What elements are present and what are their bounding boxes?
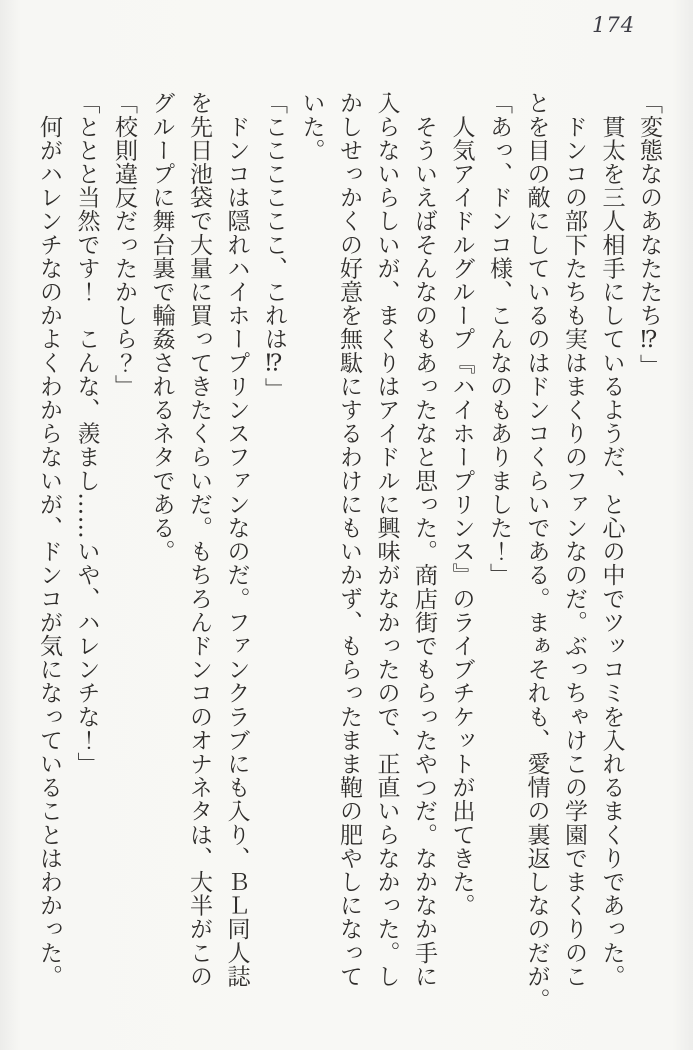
text-line: 何がハレンチなのかよくわからないが、ドンコが気になっていることはわかった。 [36, 91, 62, 988]
text-line: かしせっかくの好意を無駄にするわけにもいかず、もらったまま鞄の肥やしになって [336, 91, 362, 988]
page-number: 174 [592, 13, 636, 37]
text-line: 「あっ、ドンコ様、こんなのもありました！」 [486, 91, 512, 587]
text-line: 「校則違反だったかしら？」 [111, 91, 137, 398]
text-line: とを目の敵にしているのはドンコくらいである。まぁそれも、愛情の裏返しなのだが。 [523, 91, 550, 1012]
text-line: 人気アイドルグループ『ハイホープリンス』のライブチケットが出てきた。 [448, 91, 475, 917]
text-line: ドンコは隠れハイホープリンスファンなのだ。ファンクラブにも入り、ＢＬ同人誌 [223, 91, 250, 988]
text-line: 「変態なのあなたたち⁉」 [636, 91, 662, 378]
text-line: 入らないらしいが、まくりはアイドルに興味がなかったので、正直いらなかった。し [373, 91, 400, 988]
text-line: グループに舞台裏で輪姦されるネタである。 [148, 91, 175, 563]
text-line: そういえばそんなのもあったなと思った。商店街でもらったやつだ。なかなか手に [411, 91, 437, 988]
text-line: いた。 [298, 91, 325, 162]
page-text [30, 91, 668, 1023]
text-line: 「ととと当然です！ こんな、羨まし……いや、ハレンチな！」 [73, 91, 100, 776]
text-line: ドンコの部下たちも実はまくりのファンなのだ。ぶっちゃけこの学園でまくりのこ [561, 91, 587, 988]
text-line: 貫太を三人相手にしているようだ、と心の中でツッコミを入れるまくりであった。 [598, 91, 625, 988]
text-line: を先日池袋で大量に買ってきたくらいだ。もちろんドンコのオナネタは、大半がこの [186, 91, 212, 988]
text-line: 「ここここここ、これは⁉」 [261, 91, 287, 401]
